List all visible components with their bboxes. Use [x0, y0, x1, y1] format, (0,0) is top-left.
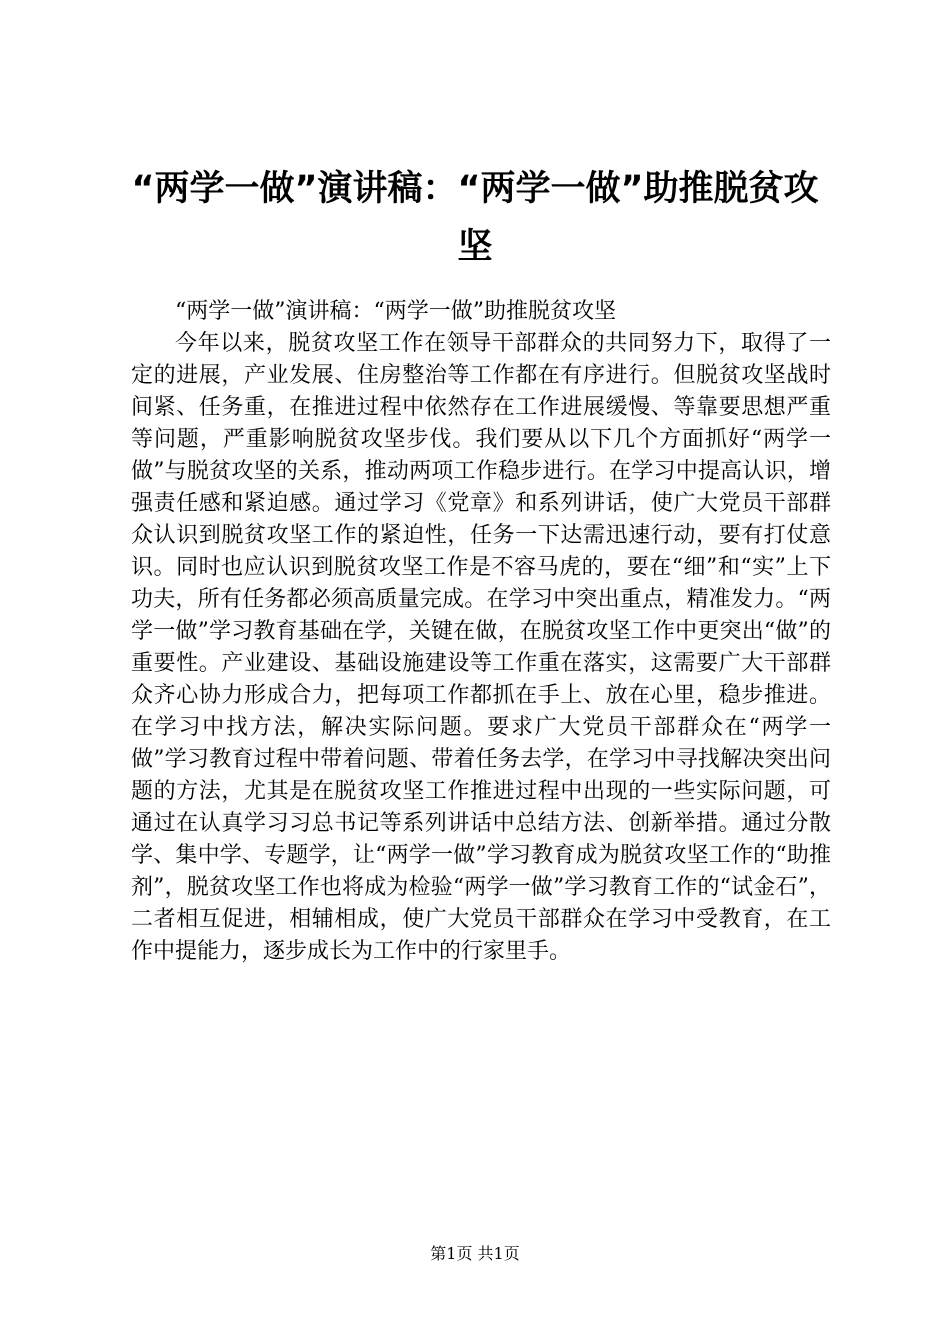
- document-subtitle: “两学一做”演讲稿：“两学一做”助推脱贫攻坚: [175, 299, 616, 324]
- document-title: “两学一做”演讲稿：“两学一做”助推脱贫攻坚: [131, 169, 819, 267]
- document-body: [131, 296, 831, 968]
- body-paragraph: 今年以来，脱贫攻坚工作在领导干部群众的共同努力下，取得了一定的进展，产业发展、住房整治等工作都在有序进行。但脱贫攻坚战时间紧、任务重，在推进过程中依然存在工作进展缓慢、等靠要思想严重等问题，严重影响脱贫攻坚步伐。我们要从以下几个方面抓好“两学一做”与脱贫攻坚的关系，推动两项工作稳步进行。在学习中提高认识，增强责任感和紧迫感。通过学习《党章》和系列讲话，使广大党员干部群众认识到脱贫攻坚工作的紧迫性，任务一下达需迅速行动，要有打仗意识。同时也应认识到脱贫攻坚工作是不容马虎的，要在“细”和“实”上下功夫，所有任务都必须高质量完成。在学习中突出重点，精准发力。“两学一做”学习教育基础在学，关键在做，在脱贫攻坚工作中更突出“做”的重要性。产业建设、基础设施建设等工作重在落实，这需要广大干部群众齐心协力形成合力，把每项工作都抓在手上、放在心里，稳步推进。在学习中找方法，解决实际问题。要求广大党员干部群众在“两学一做”学习教育过程中带着问题、带着任务去学，在学习中寻找解决突出问题的方法，尤其是在脱贫攻坚工作推进过程中出现的一些实际问题，可通过在认真学习习总书记等系列讲话中总结方法、创新举措。通过分散学、集中学、专题学，让“两学一做”学习教育成为脱贫攻坚工作的“助推剂”，脱贫攻坚工作也将成为检验“两学一做”学习教育工作的“试金石”，二者相互促进，相辅相成，使广大党员干部群众在学习中受教育，在工作中提能力，逐步成长为工作中的行家里手。: [131, 331, 831, 964]
- page-number: 第1页 共1页: [430, 1244, 520, 1263]
